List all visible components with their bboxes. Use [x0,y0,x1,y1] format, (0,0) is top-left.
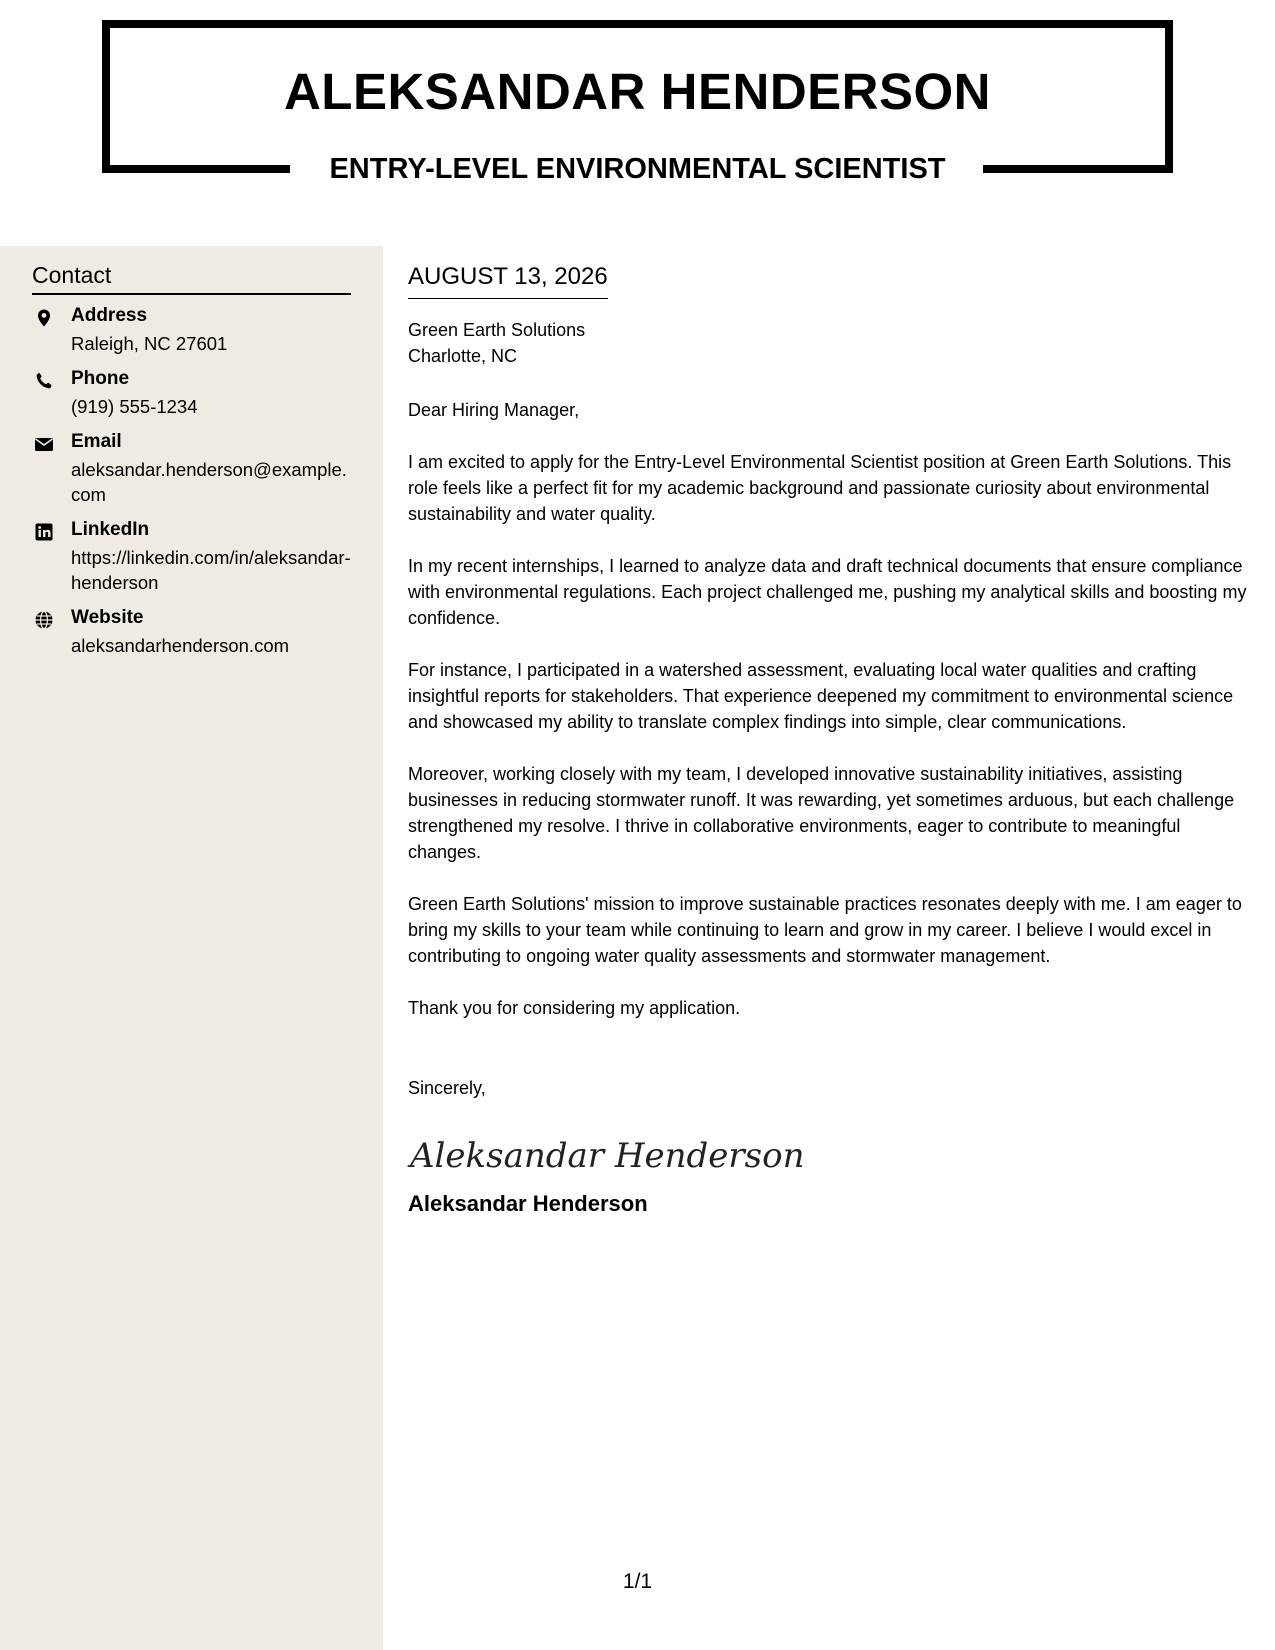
contact-label: Address [71,305,148,326]
body-paragraph: I am excited to apply for the Entry-Level Environmental Scientist position at Green Earth Solutions. This role feels like a perfect fit for my academic background and passionate curiosity about environmental sustainability and water quality. [408,452,1232,524]
envelope-icon [34,434,54,454]
svg-text:Aleksandar Henderson: Aleksandar Henderson [410,1136,805,1176]
body-paragraph: Thank you for considering my application. [408,998,741,1018]
contact-value: aleksandarhenderson.com [71,635,290,656]
applicant-name: ALEKSANDAR HENDERSON [283,63,992,120]
map-pin-icon [34,308,54,328]
body-paragraph: Green Earth Solutions' mission to improve sustainable practices resonates deeply with me. I am eager to bring my skills to your team while continuing to learn and grow in my career. I believe I would excel in contributing to ongoing water quality assessments and stormwater management. [408,894,1242,966]
signer-name: Aleksandar Henderson [408,1191,648,1216]
handwritten-signature [408,1129,805,1177]
recipient-location: Charlotte, NC [408,346,518,366]
letter-date: AUGUST 13, 2026 [408,262,608,299]
page-indicator: 1/1 [622,1570,653,1593]
body-paragraph: In my recent internships, I learned to analyze data and draft technical documents that ensure compliance with environmental regulations. Each project challenged me, pushing my analytical skills and boosting my confidence. [408,556,1247,628]
linkedin-icon [34,522,54,542]
recipient-company: Green Earth Solutions [408,320,586,340]
closing: Sincerely, [408,1078,486,1098]
body-paragraph: For instance, I participated in a watershed assessment, evaluating local water qualities and crafting insightful reports for stakeholders. That experience deepened my commitment to environmental science and showcased my ability to translate complex findings into simple, clear communications. [408,660,1234,732]
contact-value: https://linkedin.com/in/aleksandar-henderson [71,547,351,593]
body-paragraph: Moreover, working closely with my team, I developed innovative sustainability initiatives, assisting businesses in reducing stormwater runoff. It was rewarding, yet sometimes arduous, but each challenge strengthened my resolve. I thrive in collaborative environments, eager to contribute to meaningful changes. [408,764,1235,862]
contact-value: aleksandar.henderson@example.com [71,459,347,505]
contact-label: Website [71,607,144,628]
letter-body [408,262,1248,1217]
contact-label: Email [71,431,122,452]
contact-label: Phone [71,368,130,389]
phone-icon [34,371,54,391]
contact-heading: Contact [32,262,351,295]
recipient-block [408,317,1248,369]
job-title: ENTRY-LEVEL ENVIRONMENTAL SCIENTIST [329,153,946,185]
contact-value: Raleigh, NC 27601 [71,333,228,354]
contact-value: (919) 555-1234 [71,396,198,417]
globe-icon [34,610,54,630]
salutation: Dear Hiring Manager, [408,400,580,420]
contact-label: LinkedIn [71,519,150,540]
